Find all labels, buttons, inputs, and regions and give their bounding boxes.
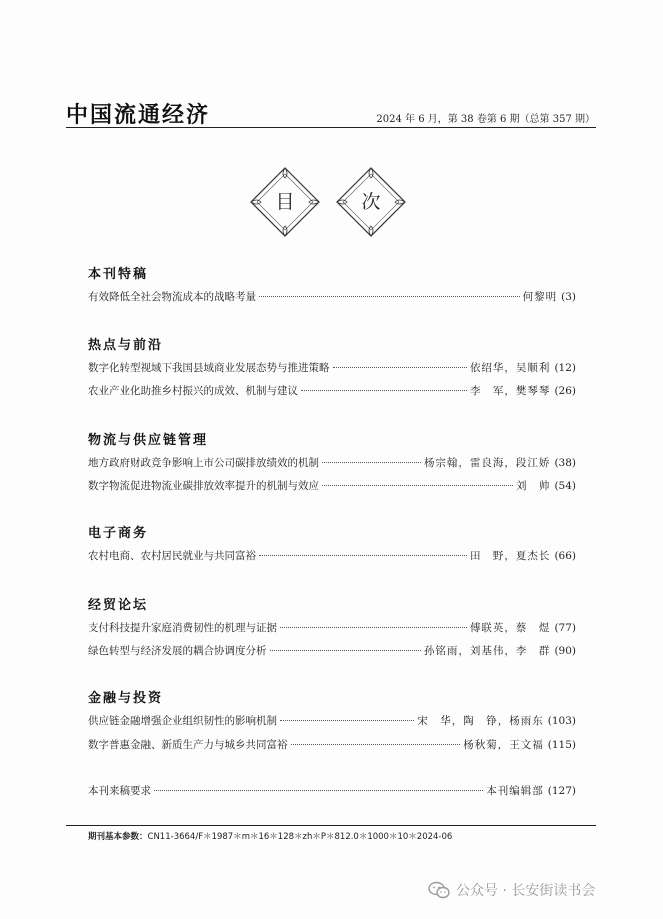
entry-title: 农村电商、农村居民就业与共同富裕	[88, 550, 256, 562]
entry-author: 杨宗翰，雷良海，段江娇	[423, 457, 551, 469]
entry-title: 供应链金融增强企业组织韧性的影响机制	[88, 715, 277, 727]
entry-title: 有效降低全社会物流成本的战略考量	[88, 291, 256, 303]
entry-title: 支付科技提升家庭消费韧性的机理与证据	[88, 622, 277, 634]
parameters-label: 期刊基本参数：	[88, 832, 148, 842]
dot-leader	[291, 744, 461, 745]
entry-author: 傅联英，蔡 煜	[469, 622, 551, 634]
dot-leader	[280, 720, 414, 721]
entry-author: 本刊编辑部	[486, 785, 544, 797]
journal-parameters	[88, 830, 452, 842]
parameters-value: CN11-3664/F＊1987＊m＊16＊128＊zh＊P＊812.0＊1000＊10＊2024-06	[147, 832, 453, 842]
toc-entry[interactable]	[88, 620, 576, 636]
entry-page: (54)	[554, 480, 576, 492]
watermark	[428, 880, 595, 900]
entry-page: (127)	[547, 785, 576, 797]
dot-leader	[259, 555, 467, 556]
entry-title: 数字普惠金融、新质生产力与城乡共同富裕	[88, 739, 288, 751]
toc-entry[interactable]	[88, 643, 576, 659]
toc-entry[interactable]	[88, 289, 576, 305]
watermark-text: 公众号 · 长安街读书会	[456, 883, 596, 899]
section-title: 本刊特稿	[88, 267, 149, 282]
toc-entry[interactable]	[88, 548, 576, 564]
entry-page: (3)	[561, 291, 576, 303]
section-title: 金融与投资	[88, 691, 164, 706]
dot-leader	[270, 650, 421, 651]
entry-author: 何黎明	[522, 291, 558, 303]
entry-title: 本刊来稿要求	[88, 785, 151, 797]
issue-info: 2024 年 6 月，第 38 卷第 6 期（总第 357 期）	[376, 114, 595, 125]
dot-leader	[259, 296, 520, 297]
entry-title: 地方政府财政竞争影响上市公司碳排放绩效的机制	[88, 457, 319, 469]
wechat-icon	[428, 881, 450, 899]
toc-entry[interactable]	[88, 713, 576, 729]
entry-title: 数字化转型视域下我国县域商业发展态势与推进策略	[88, 362, 330, 374]
dot-leader	[280, 627, 467, 628]
contents-badge-right	[335, 166, 407, 238]
entry-page: (77)	[554, 622, 576, 634]
entry-page: (26)	[554, 385, 576, 397]
toc-entry-notice[interactable]	[88, 783, 576, 799]
section-title: 经贸论坛	[88, 598, 149, 613]
entry-author: 杨秋菊，王文福	[463, 739, 544, 751]
dot-leader	[322, 462, 421, 463]
section-title: 热点与前沿	[88, 338, 164, 353]
dot-leader	[301, 390, 467, 391]
toc-entry[interactable]	[88, 737, 576, 753]
section-title: 电子商务	[88, 526, 149, 541]
toc-entry[interactable]	[88, 383, 576, 399]
entry-author: 刘 帅	[515, 480, 551, 492]
entry-page: (90)	[554, 645, 576, 657]
entry-author: 田 野，夏杰长	[469, 550, 551, 562]
toc-entry[interactable]	[88, 360, 576, 376]
entry-page: (38)	[554, 457, 576, 469]
toc-entry[interactable]	[88, 478, 576, 494]
contents-badge-left	[249, 166, 321, 238]
toc-entry[interactable]	[88, 455, 576, 471]
entry-title: 数字物流促进物流业碳排放效率提升的机制与效应	[88, 480, 319, 492]
entry-page: (66)	[554, 550, 576, 562]
dot-leader	[322, 485, 513, 486]
dot-leader	[333, 367, 467, 368]
contents-char-mu: 目	[275, 191, 295, 213]
journal-title: 中国流通经济	[66, 102, 211, 128]
dot-leader	[154, 790, 483, 791]
entry-title: 农业产业化助推乡村振兴的成效、机制与建议	[88, 385, 298, 397]
entry-author: 孙铭雨，刘基伟，李 群	[423, 645, 551, 657]
entry-page: (115)	[547, 739, 576, 751]
footer-divider	[66, 825, 596, 826]
contents-char-ci: 次	[361, 191, 381, 213]
entry-author: 宋 华，陶 铮，杨雨东	[417, 715, 544, 727]
entry-author: 李 军，樊琴琴	[469, 385, 551, 397]
entry-title: 绿色转型与经济发展的耦合协调度分析	[88, 645, 267, 657]
entry-page: (103)	[547, 715, 576, 727]
section-title: 物流与供应链管理	[88, 433, 209, 448]
entry-author: 依绍华，吴顺利	[469, 362, 551, 374]
header-divider	[66, 127, 596, 128]
entry-page: (12)	[554, 362, 576, 374]
